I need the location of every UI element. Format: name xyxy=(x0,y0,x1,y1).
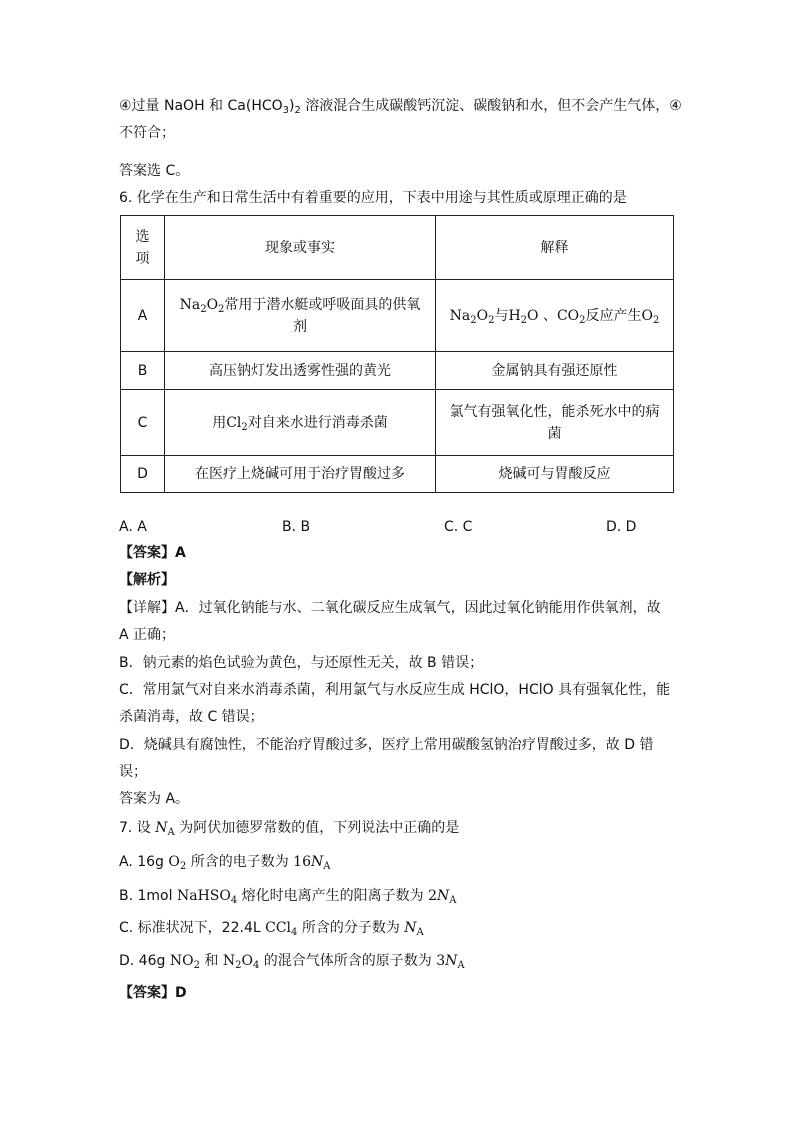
row-explanation: 烧碱可与胃酸反应 xyxy=(436,456,674,493)
row-key: D xyxy=(121,456,165,493)
row-key: A xyxy=(121,280,165,352)
q6-option-b: B. B xyxy=(282,519,311,535)
row-explanation: $Na_2O_2$与$H_2O$ 、$CO_2$反应产生$O_2$ xyxy=(436,280,674,352)
q5-answer: 答案选 C。 xyxy=(119,163,190,179)
row-explanation: 氯气有强氧化性，能杀死水中的病 菌 xyxy=(436,390,674,456)
q7-option-a: A. 16g $O_2$ 所含的电子数为 $16N_A$ xyxy=(119,854,331,872)
row-key: B xyxy=(121,352,165,390)
q5-analysis-line-4: ④过量 NaOH 和 $Ca(HCO_3)_2$ 溶液混合生成碳酸钙沉淀、碳酸钠和水，但不会产生气体，④ xyxy=(119,98,682,116)
q5-analysis-line-4-cont: 不符合； xyxy=(119,125,175,141)
row-explanation: 金属钠具有强还原性 xyxy=(436,352,674,390)
q6-option-a: A. A xyxy=(119,519,147,535)
row-fact: 用$Cl_2$对自来水进行消毒杀菌 xyxy=(165,390,436,456)
q7-stem: 7. 设 $N_A$ 为阿伏加德罗常数的值，下列说法中正确的是 xyxy=(119,820,460,838)
table-row xyxy=(121,390,674,456)
q6-detail-line: A 正确； xyxy=(119,627,176,643)
table-row xyxy=(121,456,674,493)
q6-stem: 6. 化学在生产和日常生活中有着重要的应用，下表中用途与其性质或原理正确的是 xyxy=(119,190,627,206)
q7-answer: 【答案】D xyxy=(119,985,187,1001)
q6-option-c: C. C xyxy=(444,519,473,535)
q6-detail-line: 答案为 A。 xyxy=(119,791,190,807)
q6-detail-line: C．常用氯气对自来水消毒杀菌，利用氯气与水反应生成 HClO，HClO 具有强氧化性，能 xyxy=(119,682,671,698)
q7-option-b: B. 1mol NaHSO$_4$ 熔化时电离产生的阳离子数为 $2N_A$ xyxy=(119,888,457,906)
q6-analysis-label: 【解析】 xyxy=(119,572,175,588)
q7-option-d: D. 46g $NO_2$ 和 $N_2O_4$ 的混合气体所含的原子数为 $3N_A$ xyxy=(119,953,465,971)
q6-answer: 【答案】A xyxy=(119,545,186,561)
q6-table xyxy=(120,215,674,493)
q6-detail-line: D．烧碱具有腐蚀性，不能治疗胃酸过多，医疗上常用碳酸氢钠治疗胃酸过多，故 D 错 xyxy=(119,737,654,753)
q6-detail-line: 误； xyxy=(119,764,147,780)
q6-detail-line: B．钠元素的焰色试验为黄色，与还原性无关，故 B 错误； xyxy=(119,655,484,671)
q6-detail-line: 【详解】A．过氧化钠能与水、二氧化碳反应生成氧气，因此过氧化钠能用作供氧剂，故 xyxy=(119,600,661,616)
table-header-row xyxy=(121,216,674,280)
table-row xyxy=(121,280,674,352)
row-fact: 在医疗上烧碱可用于治疗胃酸过多 xyxy=(165,456,436,493)
header-option: 选 项 xyxy=(121,216,165,280)
q7-option-c: C. 标准状况下，22.4L CCl$_4$ 所含的分子数为 $N_A$ xyxy=(119,920,424,938)
row-fact: 高压钠灯发出透雾性强的黄光 xyxy=(165,352,436,390)
header-explanation: 解释 xyxy=(436,216,674,280)
table-row xyxy=(121,352,674,390)
q6-detail-line: 杀菌消毒，故 C 错误； xyxy=(119,709,264,725)
row-fact: $Na_2O_2$常用于潜水艇或呼吸面具的供氧 剂 xyxy=(165,280,436,352)
row-key: C xyxy=(121,390,165,456)
header-fact: 现象或事实 xyxy=(165,216,436,280)
q6-option-d: D. D xyxy=(606,519,637,535)
